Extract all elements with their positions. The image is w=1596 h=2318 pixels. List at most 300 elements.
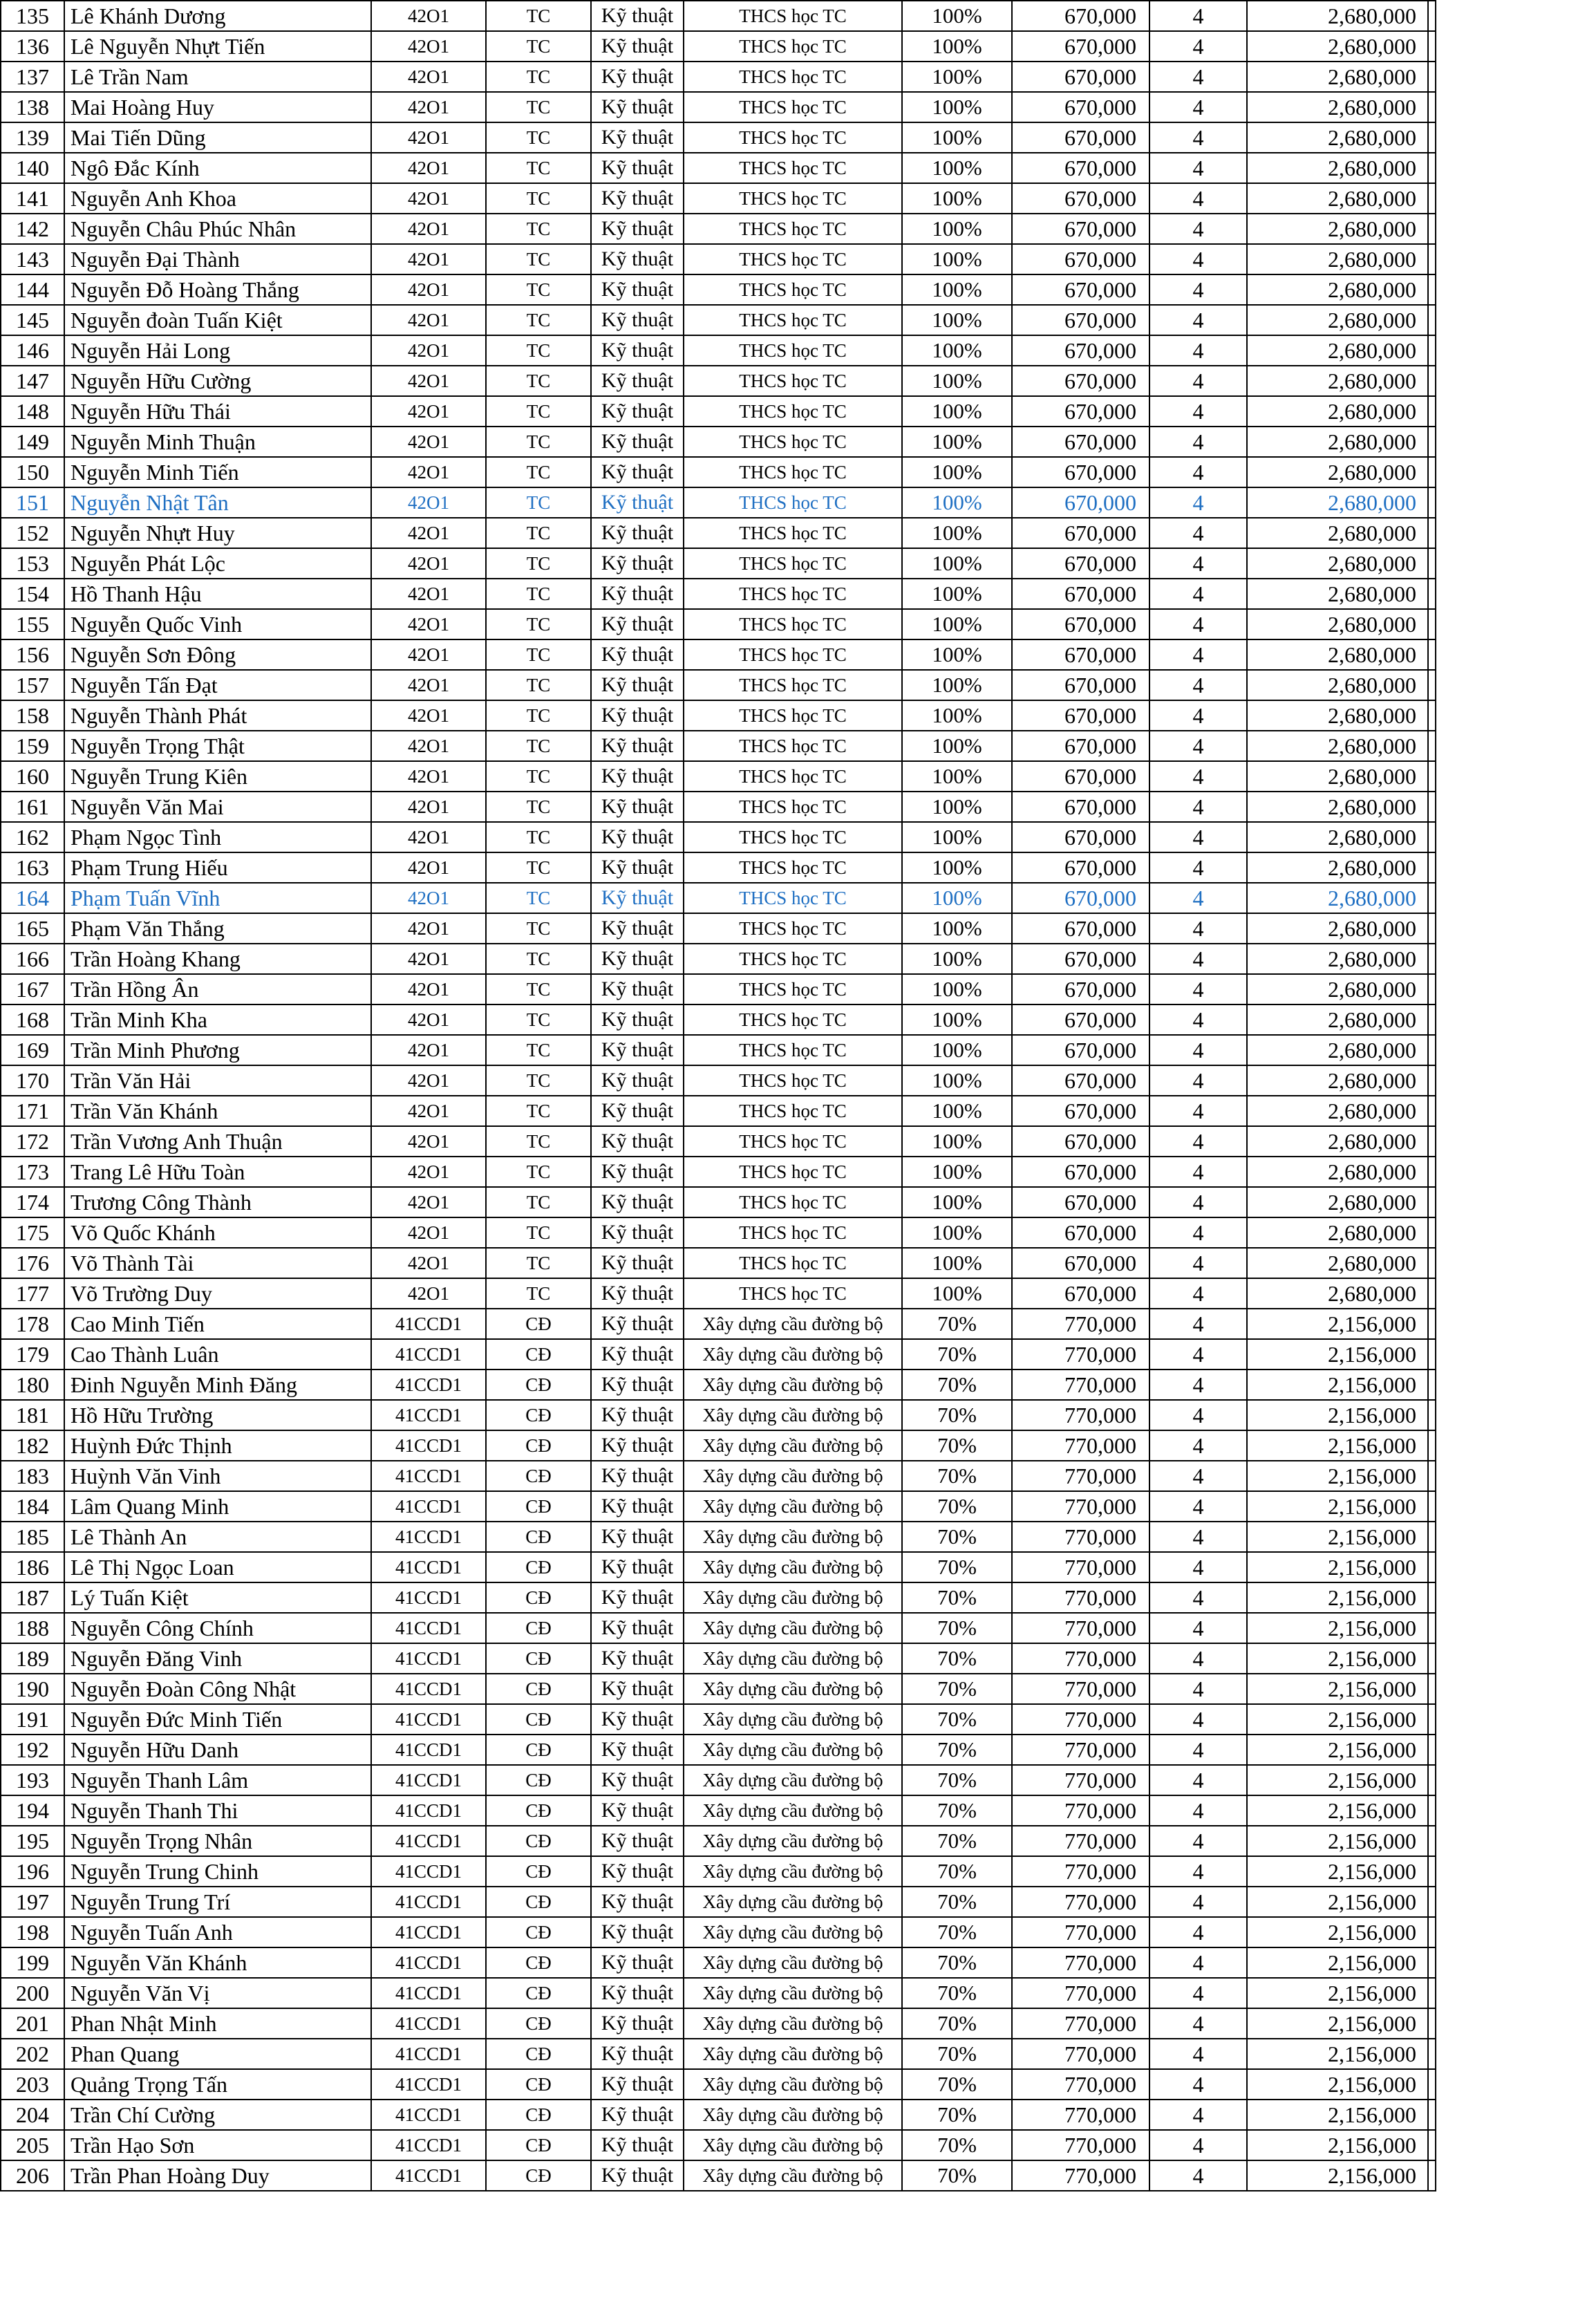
support-percent: 70%: [902, 2039, 1012, 2069]
table-row: [1, 852, 1436, 883]
field-group: Kỹ thuật: [591, 1856, 684, 1887]
monthly-fee: 670,000: [1012, 487, 1149, 518]
total-amount: 2,156,000: [1247, 1491, 1428, 1522]
total-amount: 2,156,000: [1247, 1613, 1428, 1643]
field-group: Kỹ thuật: [591, 1491, 684, 1522]
class-code: 42O1: [371, 1126, 486, 1157]
monthly-fee: 670,000: [1012, 305, 1149, 335]
student-name: Nguyễn Anh Khoa: [64, 183, 371, 214]
row-number: 148: [1, 396, 64, 427]
total-amount: 2,680,000: [1247, 92, 1428, 122]
field-group: Kỹ thuật: [591, 31, 684, 62]
row-number: 187: [1, 1582, 64, 1613]
table-row: [1, 31, 1436, 62]
month-count: 4: [1149, 1491, 1247, 1522]
field-group: Kỹ thuật: [591, 944, 684, 974]
class-code: 42O1: [371, 731, 486, 761]
table-row: [1, 1187, 1436, 1217]
monthly-fee: 770,000: [1012, 1674, 1149, 1704]
month-count: 4: [1149, 670, 1247, 700]
note-cell: [1428, 1643, 1436, 1674]
note-cell: [1428, 305, 1436, 335]
month-count: 4: [1149, 1947, 1247, 1978]
total-amount: 2,680,000: [1247, 792, 1428, 822]
row-number: 147: [1, 366, 64, 396]
student-name: Nguyễn Hải Long: [64, 335, 371, 366]
monthly-fee: 670,000: [1012, 1126, 1149, 1157]
class-code: 41CCD1: [371, 1978, 486, 2008]
major-name: THCS học TC: [684, 244, 902, 274]
major-name: THCS học TC: [684, 335, 902, 366]
education-level: CĐ: [486, 1643, 591, 1674]
table-row: [1, 1, 1436, 31]
table-row: [1, 1522, 1436, 1552]
total-amount: 2,156,000: [1247, 2008, 1428, 2039]
total-amount: 2,156,000: [1247, 1978, 1428, 2008]
major-name: Xây dựng cầu đường bộ: [684, 1491, 902, 1522]
class-code: 42O1: [371, 792, 486, 822]
class-code: 42O1: [371, 1278, 486, 1309]
field-group: Kỹ thuật: [591, 1339, 684, 1370]
education-level: TC: [486, 883, 591, 913]
student-name: Mai Hoàng Huy: [64, 92, 371, 122]
support-percent: 100%: [902, 883, 1012, 913]
student-name: Nguyễn Tuấn Anh: [64, 1917, 371, 1947]
table-row: [1, 1856, 1436, 1887]
support-percent: 100%: [902, 1096, 1012, 1126]
row-number: 196: [1, 1856, 64, 1887]
class-code: 42O1: [371, 92, 486, 122]
field-group: Kỹ thuật: [591, 335, 684, 366]
class-code: 41CCD1: [371, 1917, 486, 1947]
education-level: CĐ: [486, 1947, 591, 1978]
monthly-fee: 670,000: [1012, 457, 1149, 487]
student-name: Nguyễn Quốc Vinh: [64, 609, 371, 639]
field-group: Kỹ thuật: [591, 1004, 684, 1035]
education-level: TC: [486, 122, 591, 153]
month-count: 4: [1149, 1978, 1247, 2008]
support-percent: 70%: [902, 2100, 1012, 2130]
support-percent: 100%: [902, 974, 1012, 1004]
monthly-fee: 770,000: [1012, 1917, 1149, 1947]
note-cell: [1428, 1887, 1436, 1917]
student-name: Nguyễn Phát Lộc: [64, 548, 371, 579]
table-row: [1, 1735, 1436, 1765]
note-cell: [1428, 1795, 1436, 1826]
support-percent: 70%: [902, 1704, 1012, 1735]
support-percent: 70%: [902, 1856, 1012, 1887]
student-name: Phạm Tuấn Vĩnh: [64, 883, 371, 913]
support-percent: 70%: [902, 2130, 1012, 2160]
row-number: 141: [1, 183, 64, 214]
class-code: 42O1: [371, 700, 486, 731]
table-row: [1, 2100, 1436, 2130]
student-name: Võ Trường Duy: [64, 1278, 371, 1309]
row-number: 179: [1, 1339, 64, 1370]
note-cell: [1428, 883, 1436, 913]
student-name: Nguyễn Châu Phúc Nhân: [64, 214, 371, 244]
monthly-fee: 670,000: [1012, 62, 1149, 92]
monthly-fee: 770,000: [1012, 2130, 1149, 2160]
major-name: THCS học TC: [684, 822, 902, 852]
table-row: [1, 2160, 1436, 2191]
note-cell: [1428, 335, 1436, 366]
total-amount: 2,680,000: [1247, 974, 1428, 1004]
total-amount: 2,680,000: [1247, 883, 1428, 913]
field-group: Kỹ thuật: [591, 2039, 684, 2069]
major-name: THCS học TC: [684, 122, 902, 153]
student-name: Trương Công Thành: [64, 1187, 371, 1217]
total-amount: 2,156,000: [1247, 1643, 1428, 1674]
table-row: [1, 548, 1436, 579]
month-count: 4: [1149, 761, 1247, 792]
major-name: Xây dựng cầu đường bộ: [684, 1339, 902, 1370]
support-percent: 100%: [902, 244, 1012, 274]
month-count: 4: [1149, 700, 1247, 731]
education-level: TC: [486, 427, 591, 457]
table-row: [1, 1887, 1436, 1917]
major-name: THCS học TC: [684, 852, 902, 883]
total-amount: 2,680,000: [1247, 396, 1428, 427]
table-row: [1, 1947, 1436, 1978]
month-count: 4: [1149, 1826, 1247, 1856]
student-name: Cao Thành Luân: [64, 1339, 371, 1370]
note-cell: [1428, 2100, 1436, 2130]
student-name: Nguyễn Trung Trí: [64, 1887, 371, 1917]
student-name: Nguyễn Đức Minh Tiến: [64, 1704, 371, 1735]
field-group: Kỹ thuật: [591, 274, 684, 305]
education-level: TC: [486, 214, 591, 244]
row-number: 151: [1, 487, 64, 518]
education-level: TC: [486, 548, 591, 579]
total-amount: 2,680,000: [1247, 1217, 1428, 1248]
month-count: 4: [1149, 1582, 1247, 1613]
table-row: [1, 1765, 1436, 1795]
major-name: THCS học TC: [684, 1065, 902, 1096]
support-percent: 100%: [902, 366, 1012, 396]
row-number: 173: [1, 1157, 64, 1187]
field-group: Kỹ thuật: [591, 2008, 684, 2039]
total-amount: 2,680,000: [1247, 1157, 1428, 1187]
field-group: Kỹ thuật: [591, 1765, 684, 1795]
monthly-fee: 670,000: [1012, 1096, 1149, 1126]
total-amount: 2,156,000: [1247, 1735, 1428, 1765]
support-percent: 100%: [902, 31, 1012, 62]
class-code: 42O1: [371, 244, 486, 274]
student-name: Lâm Quang Minh: [64, 1491, 371, 1522]
major-name: THCS học TC: [684, 639, 902, 670]
note-cell: [1428, 639, 1436, 670]
education-level: TC: [486, 944, 591, 974]
major-name: Xây dựng cầu đường bộ: [684, 1917, 902, 1947]
education-level: CĐ: [486, 1339, 591, 1370]
student-name: Lê Thành An: [64, 1522, 371, 1552]
table-row: [1, 1613, 1436, 1643]
month-count: 4: [1149, 487, 1247, 518]
note-cell: [1428, 1978, 1436, 2008]
table-row: [1, 1704, 1436, 1735]
note-cell: [1428, 1947, 1436, 1978]
total-amount: 2,680,000: [1247, 1278, 1428, 1309]
student-name: Trang Lê Hữu Toàn: [64, 1157, 371, 1187]
education-level: CĐ: [486, 1582, 591, 1613]
month-count: 4: [1149, 731, 1247, 761]
month-count: 4: [1149, 335, 1247, 366]
total-amount: 2,680,000: [1247, 214, 1428, 244]
class-code: 42O1: [371, 974, 486, 1004]
total-amount: 2,680,000: [1247, 639, 1428, 670]
note-cell: [1428, 609, 1436, 639]
monthly-fee: 770,000: [1012, 2160, 1149, 2191]
total-amount: 2,680,000: [1247, 1065, 1428, 1096]
major-name: THCS học TC: [684, 548, 902, 579]
monthly-fee: 670,000: [1012, 1278, 1149, 1309]
note-cell: [1428, 1004, 1436, 1035]
education-level: TC: [486, 518, 591, 548]
note-cell: [1428, 1248, 1436, 1278]
field-group: Kỹ thuật: [591, 1947, 684, 1978]
monthly-fee: 670,000: [1012, 1, 1149, 31]
monthly-fee: 670,000: [1012, 396, 1149, 427]
total-amount: 2,156,000: [1247, 1339, 1428, 1370]
row-number: 144: [1, 274, 64, 305]
major-name: Xây dựng cầu đường bộ: [684, 2069, 902, 2100]
class-code: 42O1: [371, 822, 486, 852]
support-percent: 100%: [902, 92, 1012, 122]
month-count: 4: [1149, 1704, 1247, 1735]
monthly-fee: 670,000: [1012, 1248, 1149, 1278]
major-name: Xây dựng cầu đường bộ: [684, 1826, 902, 1856]
monthly-fee: 670,000: [1012, 944, 1149, 974]
class-code: 42O1: [371, 639, 486, 670]
row-number: 143: [1, 244, 64, 274]
table-row: [1, 731, 1436, 761]
class-code: 41CCD1: [371, 2100, 486, 2130]
education-level: TC: [486, 366, 591, 396]
month-count: 4: [1149, 1248, 1247, 1278]
month-count: 4: [1149, 1278, 1247, 1309]
month-count: 4: [1149, 1765, 1247, 1795]
total-amount: 2,680,000: [1247, 913, 1428, 944]
monthly-fee: 770,000: [1012, 1491, 1149, 1522]
total-amount: 2,156,000: [1247, 1887, 1428, 1917]
table-row: [1, 274, 1436, 305]
monthly-fee: 770,000: [1012, 1856, 1149, 1887]
note-cell: [1428, 518, 1436, 548]
student-name: Nguyễn đoàn Tuấn Kiệt: [64, 305, 371, 335]
row-number: 149: [1, 427, 64, 457]
row-number: 169: [1, 1035, 64, 1065]
major-name: THCS học TC: [684, 883, 902, 913]
support-percent: 70%: [902, 1309, 1012, 1339]
class-code: 41CCD1: [371, 1522, 486, 1552]
student-name: Nguyễn Đỗ Hoàng Thắng: [64, 274, 371, 305]
education-level: TC: [486, 1217, 591, 1248]
table-row: [1, 1461, 1436, 1491]
month-count: 4: [1149, 305, 1247, 335]
major-name: THCS học TC: [684, 62, 902, 92]
note-cell: [1428, 1582, 1436, 1613]
support-percent: 70%: [902, 2069, 1012, 2100]
student-name: Nguyễn Hữu Cường: [64, 366, 371, 396]
table-row: [1, 1674, 1436, 1704]
education-level: TC: [486, 1035, 591, 1065]
student-name: Trần Văn Khánh: [64, 1096, 371, 1126]
student-name: Trần Hồng Ân: [64, 974, 371, 1004]
month-count: 4: [1149, 609, 1247, 639]
major-name: THCS học TC: [684, 1004, 902, 1035]
field-group: Kỹ thuật: [591, 1157, 684, 1187]
table-row: [1, 1126, 1436, 1157]
total-amount: 2,680,000: [1247, 153, 1428, 183]
major-name: Xây dựng cầu đường bộ: [684, 1704, 902, 1735]
student-name: Trần Minh Kha: [64, 1004, 371, 1035]
table-row: [1, 1370, 1436, 1400]
field-group: Kỹ thuật: [591, 1309, 684, 1339]
monthly-fee: 770,000: [1012, 1887, 1149, 1917]
student-name: Nguyễn Hữu Thái: [64, 396, 371, 427]
student-name: Nguyễn Trung Chinh: [64, 1856, 371, 1887]
note-cell: [1428, 731, 1436, 761]
major-name: Xây dựng cầu đường bộ: [684, 1552, 902, 1582]
note-cell: [1428, 1217, 1436, 1248]
table-row: [1, 974, 1436, 1004]
note-cell: [1428, 427, 1436, 457]
education-level: CĐ: [486, 1400, 591, 1430]
education-level: TC: [486, 305, 591, 335]
total-amount: 2,680,000: [1247, 700, 1428, 731]
field-group: Kỹ thuật: [591, 1278, 684, 1309]
month-count: 4: [1149, 1400, 1247, 1430]
class-code: 41CCD1: [371, 1552, 486, 1582]
major-name: THCS học TC: [684, 1, 902, 31]
field-group: Kỹ thuật: [591, 883, 684, 913]
row-number: 140: [1, 153, 64, 183]
total-amount: 2,156,000: [1247, 1461, 1428, 1491]
month-count: 4: [1149, 457, 1247, 487]
total-amount: 2,156,000: [1247, 2069, 1428, 2100]
support-percent: 100%: [902, 214, 1012, 244]
support-percent: 100%: [902, 62, 1012, 92]
note-cell: [1428, 2008, 1436, 2039]
note-cell: [1428, 366, 1436, 396]
major-name: THCS học TC: [684, 913, 902, 944]
total-amount: 2,156,000: [1247, 1370, 1428, 1400]
row-number: 178: [1, 1309, 64, 1339]
month-count: 4: [1149, 1430, 1247, 1461]
monthly-fee: 770,000: [1012, 1704, 1149, 1735]
education-level: CĐ: [486, 2069, 591, 2100]
class-code: 41CCD1: [371, 1370, 486, 1400]
row-number: 145: [1, 305, 64, 335]
monthly-fee: 670,000: [1012, 366, 1149, 396]
major-name: Xây dựng cầu đường bộ: [684, 1735, 902, 1765]
support-percent: 100%: [902, 1004, 1012, 1035]
month-count: 4: [1149, 1035, 1247, 1065]
major-name: THCS học TC: [684, 427, 902, 457]
major-name: Xây dựng cầu đường bộ: [684, 1582, 902, 1613]
major-name: THCS học TC: [684, 731, 902, 761]
row-number: 174: [1, 1187, 64, 1217]
row-number: 170: [1, 1065, 64, 1096]
education-level: TC: [486, 579, 591, 609]
note-cell: [1428, 1613, 1436, 1643]
class-code: 41CCD1: [371, 1674, 486, 1704]
note-cell: [1428, 1856, 1436, 1887]
total-amount: 2,680,000: [1247, 822, 1428, 852]
student-name: Hồ Thanh Hậu: [64, 579, 371, 609]
total-amount: 2,156,000: [1247, 1552, 1428, 1582]
note-cell: [1428, 792, 1436, 822]
monthly-fee: 670,000: [1012, 122, 1149, 153]
note-cell: [1428, 1309, 1436, 1339]
note-cell: [1428, 122, 1436, 153]
monthly-fee: 770,000: [1012, 2008, 1149, 2039]
support-percent: 100%: [902, 609, 1012, 639]
field-group: Kỹ thuật: [591, 1643, 684, 1674]
student-name: Trần Chí Cường: [64, 2100, 371, 2130]
table-row: [1, 609, 1436, 639]
class-code: 42O1: [371, 427, 486, 457]
support-percent: 70%: [902, 1795, 1012, 1826]
education-level: TC: [486, 670, 591, 700]
table-row: [1, 1643, 1436, 1674]
field-group: Kỹ thuật: [591, 1795, 684, 1826]
class-code: 42O1: [371, 670, 486, 700]
note-cell: [1428, 1065, 1436, 1096]
note-cell: [1428, 31, 1436, 62]
month-count: 4: [1149, 639, 1247, 670]
field-group: Kỹ thuật: [591, 305, 684, 335]
monthly-fee: 670,000: [1012, 609, 1149, 639]
total-amount: 2,156,000: [1247, 2100, 1428, 2130]
class-code: 42O1: [371, 31, 486, 62]
monthly-fee: 670,000: [1012, 639, 1149, 670]
month-count: 4: [1149, 1217, 1247, 1248]
field-group: Kỹ thuật: [591, 974, 684, 1004]
total-amount: 2,156,000: [1247, 1582, 1428, 1613]
education-level: CĐ: [486, 1978, 591, 2008]
support-percent: 100%: [902, 1126, 1012, 1157]
table-row: [1, 2069, 1436, 2100]
education-level: CĐ: [486, 1491, 591, 1522]
total-amount: 2,680,000: [1247, 518, 1428, 548]
field-group: Kỹ thuật: [591, 1674, 684, 1704]
field-group: Kỹ thuật: [591, 579, 684, 609]
support-percent: 100%: [902, 305, 1012, 335]
field-group: Kỹ thuật: [591, 792, 684, 822]
table-row: [1, 700, 1436, 731]
education-level: CĐ: [486, 1552, 591, 1582]
support-percent: 100%: [902, 944, 1012, 974]
note-cell: [1428, 548, 1436, 579]
support-percent: 70%: [902, 2160, 1012, 2191]
monthly-fee: 770,000: [1012, 2069, 1149, 2100]
support-percent: 70%: [902, 1430, 1012, 1461]
class-code: 41CCD1: [371, 1430, 486, 1461]
education-level: TC: [486, 609, 591, 639]
month-count: 4: [1149, 427, 1247, 457]
table-row: [1, 913, 1436, 944]
major-name: THCS học TC: [684, 487, 902, 518]
class-code: 42O1: [371, 487, 486, 518]
major-name: THCS học TC: [684, 609, 902, 639]
note-cell: [1428, 852, 1436, 883]
field-group: Kỹ thuật: [591, 1826, 684, 1856]
class-code: 42O1: [371, 761, 486, 792]
table-row: [1, 305, 1436, 335]
class-code: 42O1: [371, 1035, 486, 1065]
